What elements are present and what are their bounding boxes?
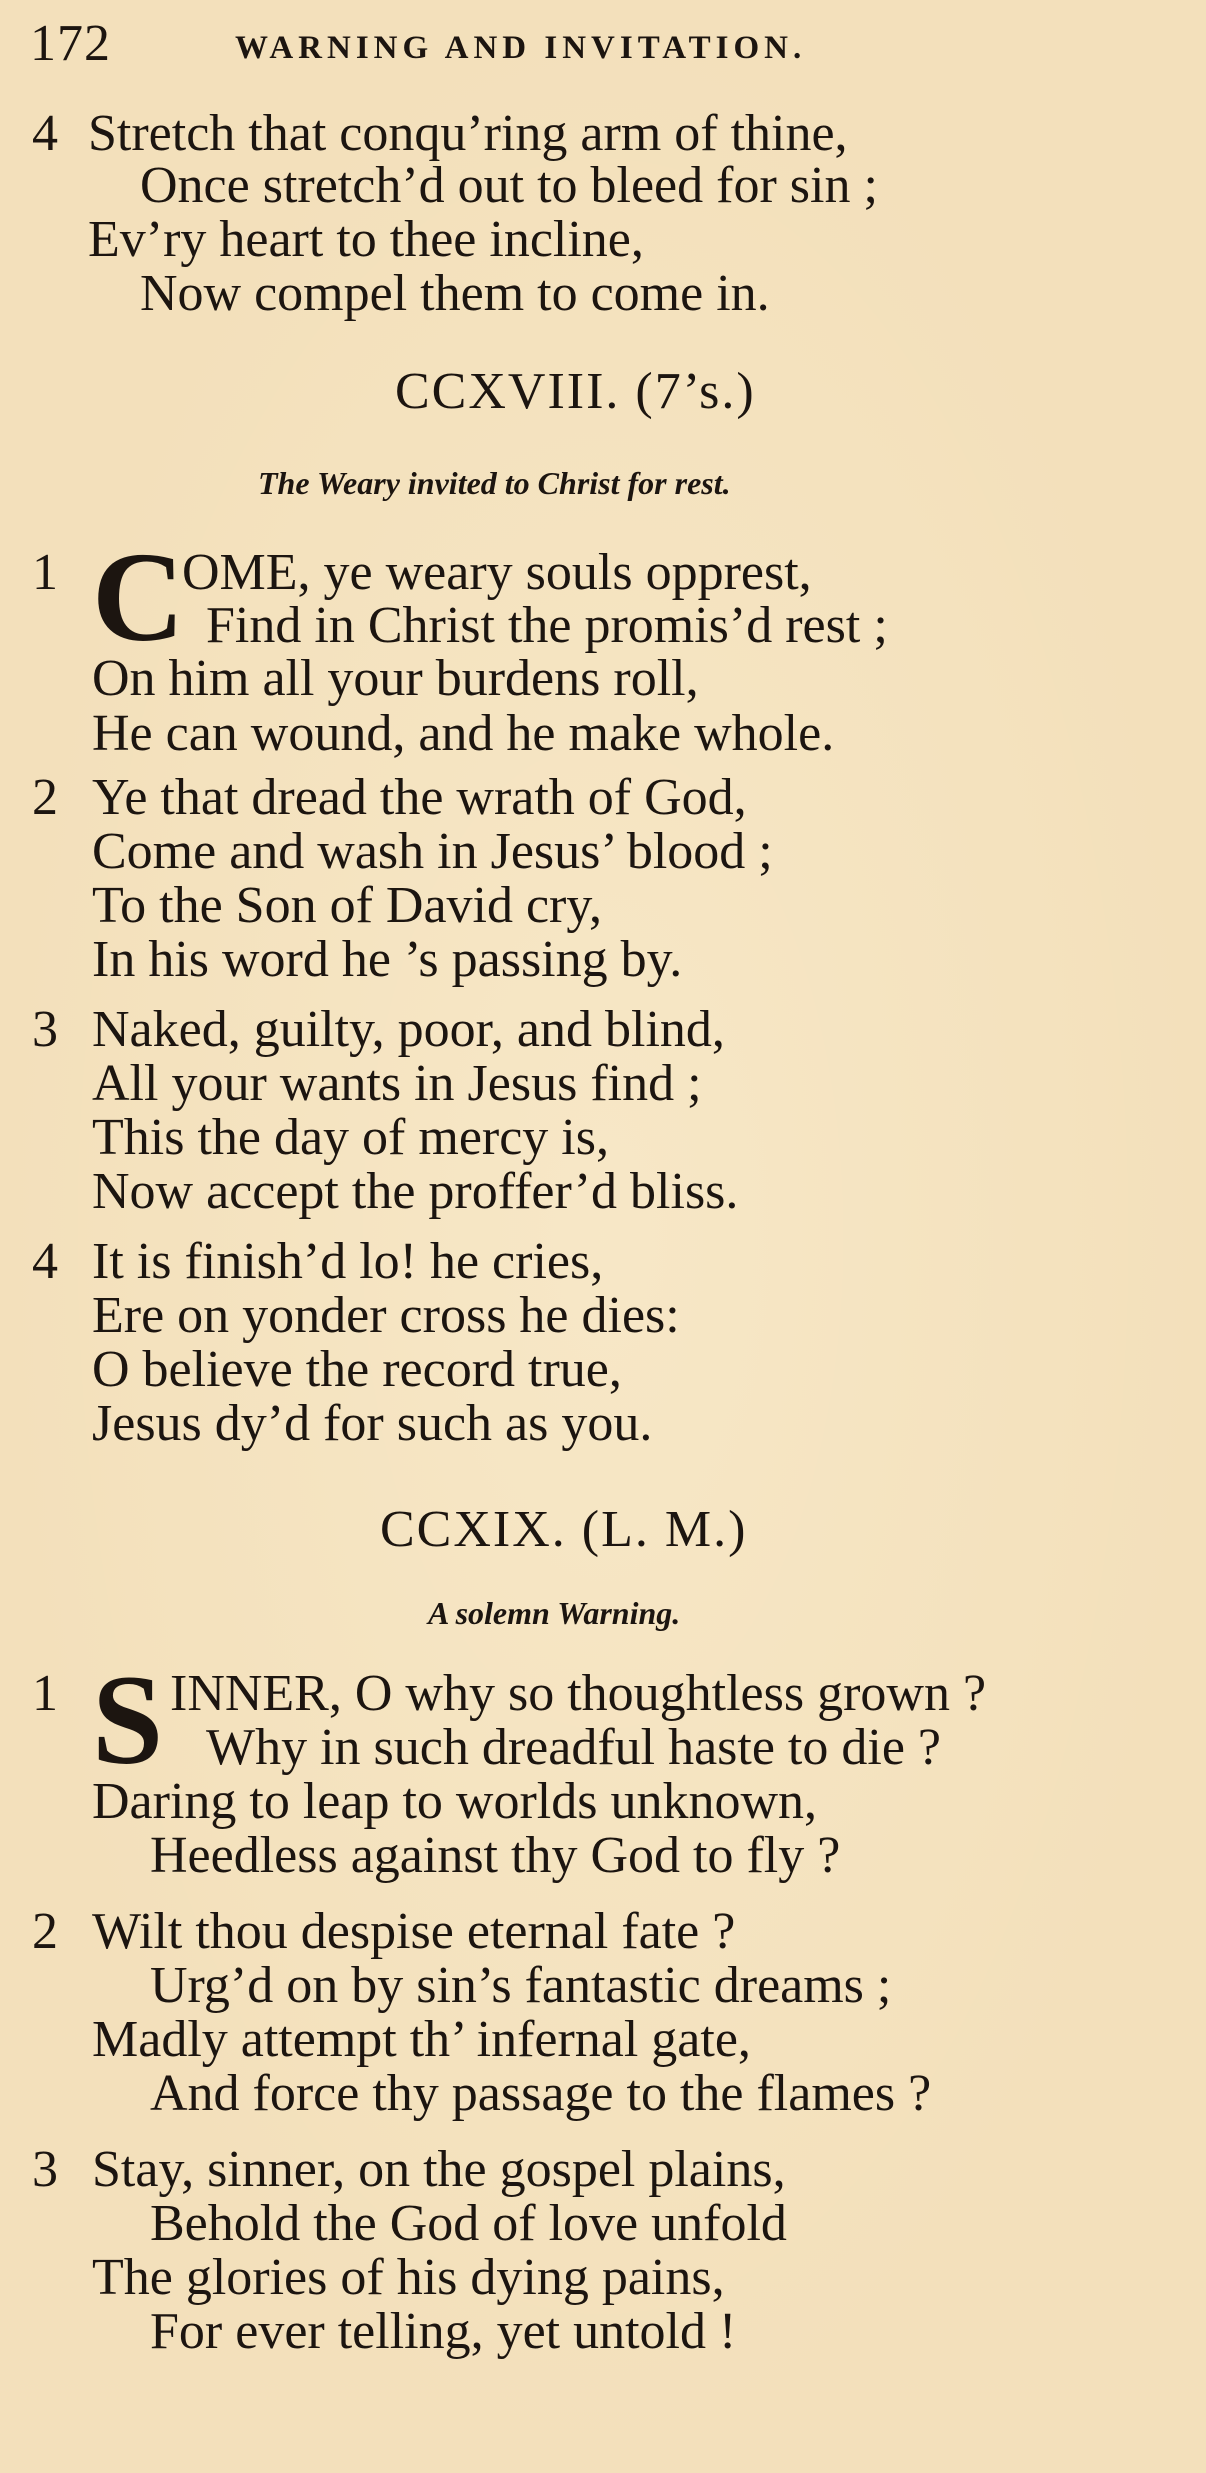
verse-line: Behold the God of love unfold <box>150 2195 787 2252</box>
verse-number: 2 <box>32 1903 58 1960</box>
hymn-subtitle: The Weary invited to Christ for rest. <box>258 465 731 501</box>
hymn-subtitle: A solemn Warning. <box>428 1595 681 1631</box>
page-number: 172 <box>30 15 111 72</box>
verse-line: Stretch that conqu’ring arm of thine, <box>88 105 848 162</box>
verse-line: Now compel them to come in. <box>140 265 770 322</box>
page-header <box>30 14 1180 76</box>
verse-line: Ev’ry heart to thee incline, <box>88 211 644 268</box>
verse-line: Urg’d on by sin’s fantastic dreams ; <box>150 1957 892 2014</box>
verse-line: Madly attempt th’ infernal gate, <box>92 2011 751 2068</box>
verse-line: To the Son of David cry, <box>92 877 602 934</box>
verse-line: Once stretch’d out to bleed for sin ; <box>140 157 878 214</box>
verse-line: Ere on yonder cross he dies: <box>92 1287 680 1344</box>
verse-line: All your wants in Jesus find ; <box>92 1055 702 1112</box>
verse-line: Jesus dy’d for such as you. <box>92 1395 653 1452</box>
verse-number: 4 <box>32 105 58 162</box>
verse-line: OME, ye weary souls opprest, <box>182 544 812 601</box>
drop-cap: S <box>92 1649 164 1791</box>
verse-number: 2 <box>32 769 58 826</box>
verse-line: Ye that dread the wrath of God, <box>92 769 747 826</box>
verse-line: INNER, O why so thoughtless grown ? <box>170 1665 987 1722</box>
verse-line: And force thy passage to the flames ? <box>150 2065 932 2122</box>
verse-line: On him all your burdens roll, <box>92 650 699 707</box>
verse-line: It is finish’d lo! he cries, <box>92 1233 604 1290</box>
verse-line: Now accept the proffer’d bliss. <box>92 1163 739 1220</box>
verse-line: In his word he ’s passing by. <box>92 931 683 988</box>
verse-number: 1 <box>32 1665 58 1722</box>
verse-line: The glories of his dying pains, <box>92 2249 725 2306</box>
verse-number: 3 <box>32 1001 58 1058</box>
verse-line: Stay, sinner, on the gospel plains, <box>92 2141 786 2198</box>
verse-number: 4 <box>32 1233 58 1290</box>
verse-line: Wilt thou despise eternal fate ? <box>92 1903 736 1960</box>
verse-line: O believe the record true, <box>92 1341 622 1398</box>
verse-line: Find in Christ the promis’d rest ; <box>206 597 888 654</box>
hymn-title: CCXVIII. (7’s.) <box>395 363 756 420</box>
verse-number: 3 <box>32 2141 58 2198</box>
hymn-title: CCXIX. (L. M.) <box>380 1501 748 1558</box>
verse-line: Come and wash in Jesus’ blood ; <box>92 823 773 880</box>
drop-cap: C <box>92 526 185 668</box>
verse-line: He can wound, and he make whole. <box>92 705 835 762</box>
verse-number: 1 <box>32 544 58 601</box>
verse-line: For ever telling, yet untold ! <box>150 2303 737 2360</box>
verse-line: Heedless against thy God to fly ? <box>150 1827 841 1884</box>
verse-line: Naked, guilty, poor, and blind, <box>92 1001 725 1058</box>
running-title: WARNING AND INVITATION. <box>235 30 807 66</box>
verse-line: Why in such dreadful haste to die ? <box>206 1719 941 1776</box>
verse-line: Daring to leap to worlds unknown, <box>92 1773 818 1830</box>
verse-line: This the day of mercy is, <box>92 1109 609 1166</box>
